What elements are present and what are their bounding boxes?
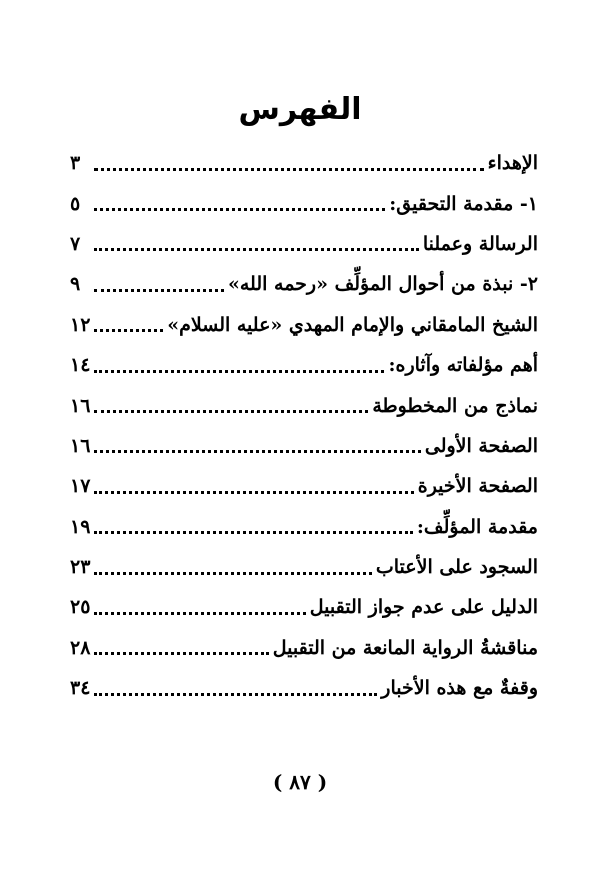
toc-entry	[70, 143, 538, 183]
page-number: ( ٨٧ )	[272, 770, 328, 794]
toc-entry-title: الدليل على عدم جواز التقبيل	[309, 596, 538, 619]
toc-entry	[70, 224, 538, 264]
toc-entry	[70, 385, 538, 425]
toc-entry-title: ١- مقدمة التحقيق:	[389, 192, 538, 215]
toc-entry	[70, 587, 538, 627]
toc-entry-page: ٢٥	[70, 596, 91, 619]
toc-entry	[70, 668, 538, 708]
dot-leader	[94, 450, 420, 453]
dot-leader	[94, 208, 385, 211]
toc-entry	[70, 628, 538, 668]
dot-leader	[94, 572, 371, 575]
toc-entry-page: ١٦	[70, 434, 91, 457]
toc-entry-title: الرسالة وعملنا	[422, 232, 538, 255]
toc-entry-page: ٢٨	[70, 636, 91, 659]
toc-entry	[70, 466, 538, 506]
dot-leader	[94, 370, 384, 373]
toc-entry	[70, 547, 538, 587]
toc-entry	[70, 426, 538, 466]
toc-entry-title: أهم مؤلفاته وآثاره:	[388, 354, 538, 377]
toc-entry-page: ٣	[70, 152, 81, 175]
toc-entry-page: ١٦	[70, 394, 91, 417]
dot-leader	[94, 248, 419, 251]
toc-entry-title: السجود على الأعتاب	[375, 556, 538, 579]
toc-entry-title: الصفحة الأولى	[424, 434, 538, 457]
toc-entry-title: الشيخ المامقاني والإمام المهدي «عليه السلام»	[167, 313, 538, 336]
toc-entry-title: وقفةٌ مع هذه الأخبار	[381, 677, 538, 700]
toc-entry-page: ٣٤	[70, 677, 91, 700]
toc-entry-page: ٥	[70, 192, 81, 215]
toc-entry-page: ١٤	[70, 354, 91, 377]
toc-entry-title: الإهداء	[487, 152, 538, 175]
toc-entry-title: الصفحة الأخيرة	[417, 475, 538, 498]
dot-leader	[94, 612, 305, 615]
toc-entry	[70, 507, 538, 547]
toc-entry-page: ١٧	[70, 475, 91, 498]
toc-entry	[70, 264, 538, 304]
toc-entry-page: ٧	[70, 232, 81, 255]
toc-entry-page: ١٩	[70, 515, 91, 538]
dot-leader	[94, 531, 412, 534]
dot-leader	[94, 289, 224, 292]
dot-leader	[94, 329, 163, 332]
page-title: الفهرس	[238, 92, 362, 127]
toc-entry	[70, 183, 538, 223]
dot-leader	[94, 693, 377, 696]
toc-entry-page: ٩	[70, 273, 81, 296]
dot-leader	[94, 410, 368, 413]
dot-leader	[94, 652, 268, 655]
table-of-contents	[70, 143, 538, 708]
toc-entry-page: ٢٣	[70, 556, 91, 579]
toc-entry-title: ٢- نبذة من أحوال المؤلِّف «رحمه الله»	[227, 273, 538, 296]
dot-leader	[94, 491, 413, 494]
toc-entry-title: نماذج من المخطوطة	[372, 394, 538, 417]
toc-entry	[70, 305, 538, 345]
toc-entry-title: مناقشةُ الرواية المانعة من التقبيل	[272, 636, 538, 659]
dot-leader	[94, 168, 484, 171]
toc-entry-page: ١٢	[70, 313, 91, 336]
toc-entry-title: مقدمة المؤلِّف:	[416, 515, 538, 538]
toc-entry	[70, 345, 538, 385]
